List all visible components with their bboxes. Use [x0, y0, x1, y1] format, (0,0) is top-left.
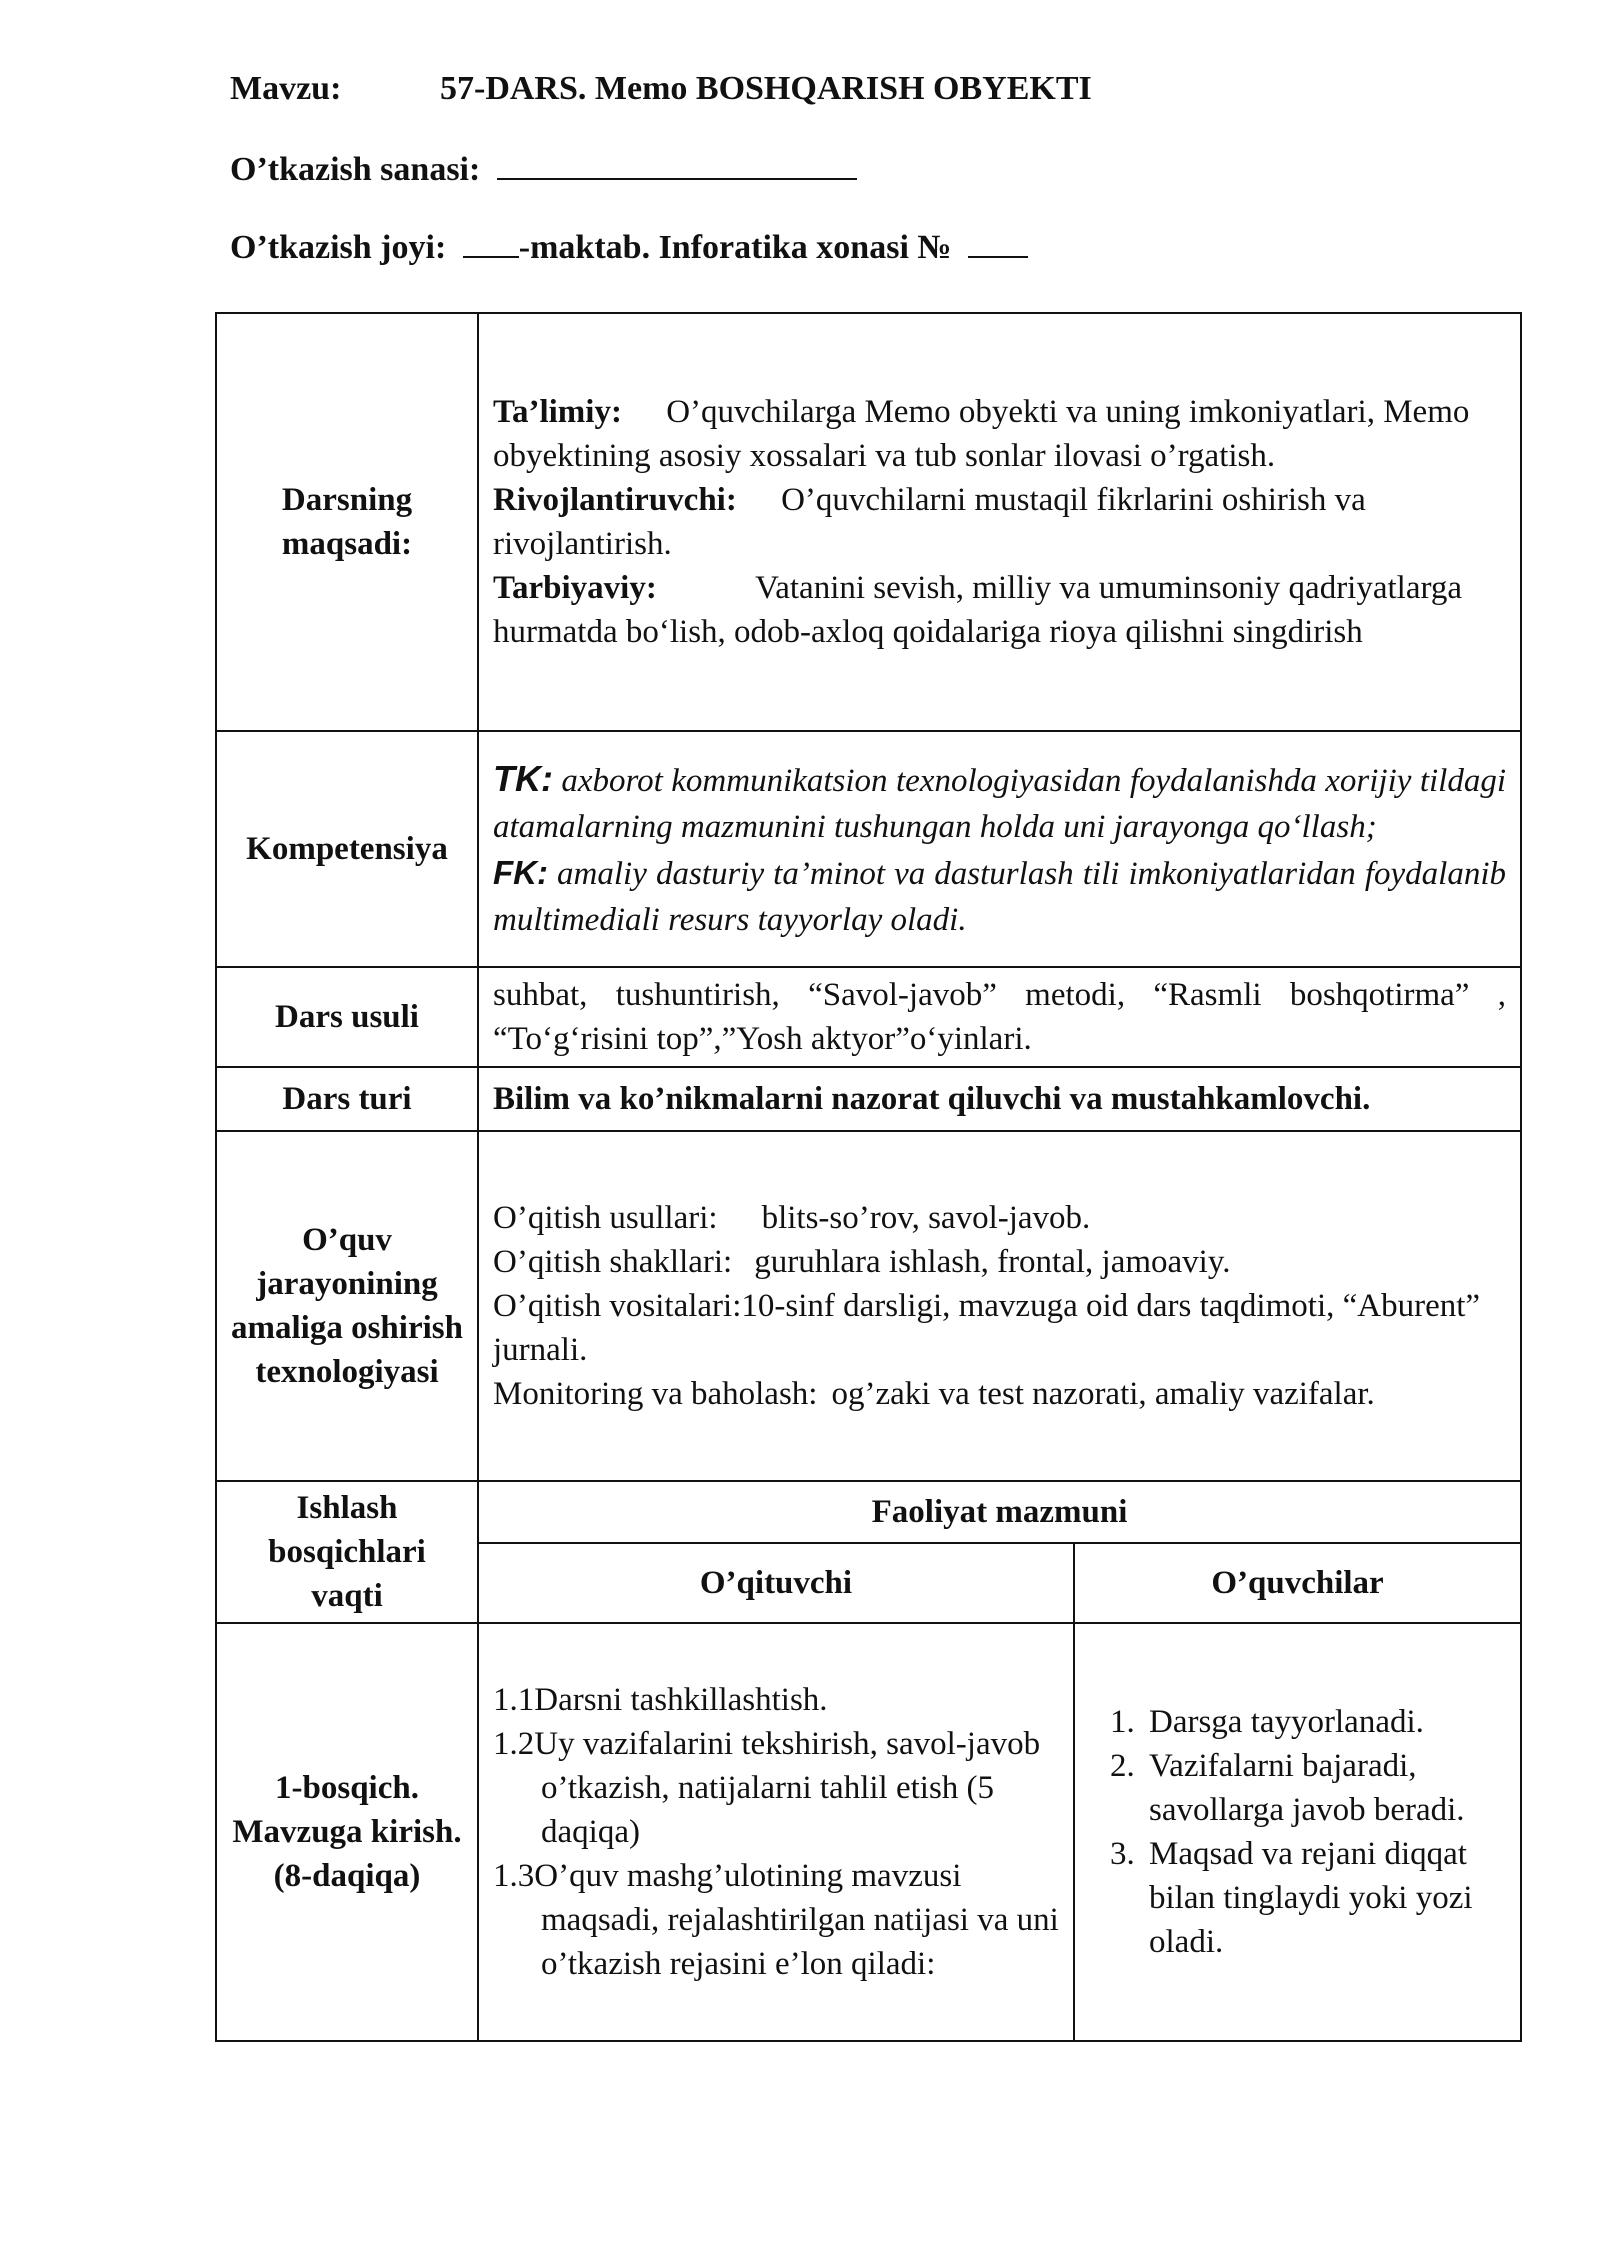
fk-text: amaliy dasturiy ta’minot va dasturlash tili imkoniyatlaridan foydalanib multimediali resurs tayyorlay oladi.	[493, 855, 1507, 938]
stage1-students-cell	[1074, 1623, 1521, 2041]
educational-goal	[493, 390, 1506, 478]
upbringing-goal-label: Tarbiyaviy:	[493, 570, 657, 606]
goals-cell	[478, 313, 1521, 731]
student-step: 1. Darsga tayyorlanadi.	[1143, 1700, 1506, 1744]
place-line	[230, 226, 1028, 267]
topic-line	[230, 70, 1092, 108]
lesson-type-label: Dars turi	[216, 1067, 478, 1131]
upbringing-goal	[493, 566, 1506, 654]
teacher-steps	[493, 1678, 1059, 1986]
tk-competence	[493, 756, 1506, 850]
place-text: -maktab. Inforatika xonasi №	[518, 229, 952, 266]
lesson-plan-table	[215, 312, 1522, 2042]
fk-label: FK:	[493, 853, 548, 891]
teaching-tools-text: 10-sinf darsligi, mavzuga oid dars taqdimoti, “Aburent” jurnali.	[493, 1288, 1481, 1368]
student-steps	[1089, 1700, 1506, 1964]
teaching-methods	[493, 1196, 1506, 1240]
monitoring	[493, 1372, 1506, 1416]
stages-header-row	[216, 1481, 1521, 1543]
method-label: Dars usuli	[216, 967, 478, 1067]
stage1-label: 1-bosqich. Mavzuga kirish. (8-daqiqa)	[216, 1623, 478, 2041]
upbringing-goal-text: Vatanini sevish, milliy va umuminsoniy qadriyatlarga hurmatda bo‘lish, odob-axloq qoidalariga rioya qilishni singdirish	[493, 570, 1463, 650]
monitoring-text: og’zaki va test nazorati, amaliy vazifalar.	[831, 1376, 1375, 1412]
competence-label: Kompetensiya	[216, 731, 478, 967]
teaching-methods-text: blits-so’rov, savol-javob.	[761, 1200, 1091, 1236]
technology-row	[216, 1131, 1521, 1481]
student-step: 2. Vazifalarni bajaradi, savollarga javob beradi.	[1143, 1744, 1506, 1832]
stage1-row	[216, 1623, 1521, 2041]
date-line	[230, 148, 857, 189]
developmental-goal-text: O’quvchilarni mustaqil fikrlarini oshirish va rivojlantirish.	[493, 482, 1366, 562]
teaching-forms	[493, 1240, 1506, 1284]
developmental-goal-label: Rivojlantiruvchi:	[493, 482, 737, 518]
lesson-type-text: Bilim va ko’nikmalarni nazorat qiluvchi va mustahkamlovchi.	[478, 1067, 1521, 1131]
fk-competence	[493, 850, 1506, 943]
technology-label: O’quv jarayonining amaliga oshirish texnologiyasi	[216, 1131, 478, 1481]
student-step: 3. Maqsad va rejani diqqat bilan tinglaydi yoki yozi oladi.	[1143, 1832, 1506, 1964]
developmental-goal	[493, 478, 1506, 566]
teacher-step: 1.1Darsni tashkillashtish.	[493, 1682, 828, 1718]
lesson-type-row	[216, 1067, 1521, 1131]
teacher-step: 1.2Uy vazifalarini tekshirish, savol-javob o’tkazish, natijalarni tahlil etish (5 daqiqa)	[493, 1726, 1041, 1850]
competence-row	[216, 731, 1521, 967]
stage1-teacher-cell	[478, 1623, 1074, 2041]
date-label: O’tkazish sanasi:	[230, 151, 481, 188]
teaching-forms-text: guruhlara ishlash, frontal, jamoaviy.	[754, 1244, 1231, 1280]
teacher-header: O’qituvchi	[478, 1543, 1074, 1623]
teaching-forms-label: O’qitish shakllari:	[493, 1244, 733, 1280]
teaching-tools	[493, 1284, 1506, 1372]
stages-label: Ishlash bosqichlari vaqti	[216, 1481, 478, 1623]
technology-cell	[478, 1131, 1521, 1481]
tk-label: TK:	[493, 757, 553, 799]
teaching-methods-label: O’qitish usullari:	[493, 1200, 718, 1236]
tk-text: axborot kommunikatsion texnologiyasidan foydalanishda xorijiy tildagi atamalarning mazmunini tushungan holda uni jarayonga qo‘llash;	[493, 762, 1507, 845]
method-text: suhbat, tushuntirish, “Savol-javob” metodi, “Rasmli boshqotirma” , “To‘g‘risini top”,”Yosh aktyor”o‘yinlari.	[478, 967, 1521, 1067]
topic-label: Mavzu:	[230, 70, 342, 107]
students-header: O’quvchilar	[1074, 1543, 1521, 1623]
goals-row	[216, 313, 1521, 731]
place-label: O’tkazish joyi:	[230, 229, 447, 266]
date-blank	[497, 148, 857, 180]
teaching-tools-label: O’qitish vositalari:	[493, 1288, 742, 1324]
educational-goal-text: O’quvchilarga Memo obyekti va uning imkoniyatlari, Memo obyektining asosiy xossalari va tub sonlar ilovasi o’rgatish.	[493, 394, 1470, 474]
school-number-blank	[463, 226, 519, 258]
goals-label: Darsning maqsadi:	[216, 313, 478, 731]
room-number-blank	[968, 226, 1028, 258]
educational-goal-label: Ta’limiy:	[493, 394, 622, 430]
method-row	[216, 967, 1521, 1067]
topic-value: 57-DARS. Memo BOSHQARISH OBYEKTI	[440, 70, 1092, 107]
activity-content-header: Faoliyat mazmuni	[478, 1481, 1521, 1543]
monitoring-label: Monitoring va baholash:	[493, 1376, 818, 1412]
teacher-step: 1.3O’quv mashg’ulotining mavzusi maqsadi, rejalashtirilgan natijasi va uni o’tkazish rejasini e’lon qiladi:	[493, 1858, 1059, 1982]
competence-cell	[478, 731, 1521, 967]
